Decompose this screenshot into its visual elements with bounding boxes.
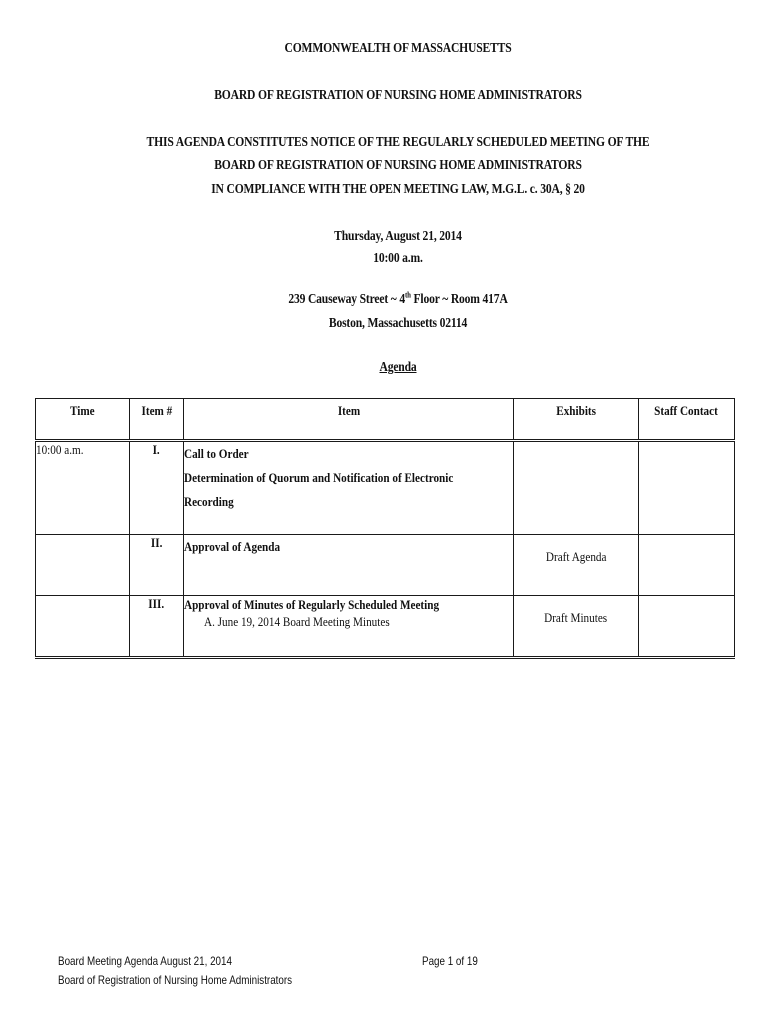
table-row xyxy=(36,535,735,596)
agenda-heading: Agenda xyxy=(379,359,417,374)
row-item-number: I. xyxy=(130,441,184,535)
col-header-item: Item xyxy=(184,399,514,441)
meeting-city: Boston, Massachusetts 02114 xyxy=(328,315,468,330)
org-title: COMMONWEALTH OF MASSACHUSETTS xyxy=(284,40,512,55)
row-item: Call to Order Determination of Quorum and Notification of Electronic Recording xyxy=(184,441,514,535)
col-header-item-number: Item # xyxy=(130,399,184,441)
row-exhibit: Draft Agenda xyxy=(514,535,639,596)
board-title: BOARD OF REGISTRATION OF NURSING HOME ADMINISTRATORS xyxy=(214,87,582,102)
address-superscript: th xyxy=(404,290,411,300)
row-item: Approval of Agenda xyxy=(184,535,514,596)
meeting-time: 10:00 a.m. xyxy=(373,250,423,265)
agenda-table xyxy=(35,398,735,659)
row-item-number: III. xyxy=(130,596,184,658)
row-staff-contact xyxy=(639,441,735,535)
notice-line-2: BOARD OF REGISTRATION OF NURSING HOME ADMINISTRATORS xyxy=(214,157,582,172)
row-staff-contact xyxy=(639,596,735,658)
row-time xyxy=(36,535,130,596)
row-time: 10:00 a.m. xyxy=(36,441,130,535)
row-exhibit: Draft Minutes xyxy=(514,596,639,658)
notice-line-1: THIS AGENDA CONSTITUTES NOTICE OF THE REGULARLY SCHEDULED MEETING OF THE xyxy=(146,134,650,149)
page-number: Page 1 of 19 xyxy=(422,954,478,968)
row-staff-contact xyxy=(639,535,735,596)
col-header-exhibits: Exhibits xyxy=(514,399,639,441)
row-item: Approval of Minutes of Regularly Scheduled Meeting A. June 19, 2014 Board Meeting Minutes xyxy=(184,596,514,658)
table-row xyxy=(36,441,735,535)
row-time xyxy=(36,596,130,658)
footer-title: Board Meeting Agenda August 21, 2014 xyxy=(58,954,232,968)
table-row xyxy=(36,596,735,658)
col-header-time: Time xyxy=(36,399,130,441)
meeting-date: Thursday, August 21, 2014 xyxy=(334,228,462,243)
row-exhibit xyxy=(514,441,639,535)
agenda-header-row xyxy=(36,399,735,441)
notice-line-3: IN COMPLIANCE WITH THE OPEN MEETING LAW, M.G.L. c. 30A, § 20 xyxy=(211,181,585,196)
footer-board: Board of Registration of Nursing Home Administrators xyxy=(58,973,293,987)
col-header-staff-contact: Staff Contact xyxy=(639,399,735,441)
row-item-number: II. xyxy=(130,535,184,596)
row-sub-item: A. June 19, 2014 Board Meeting Minutes xyxy=(204,614,390,629)
meeting-address: 239 Causeway Street ~ 4th Floor ~ Room 417A xyxy=(288,290,508,306)
